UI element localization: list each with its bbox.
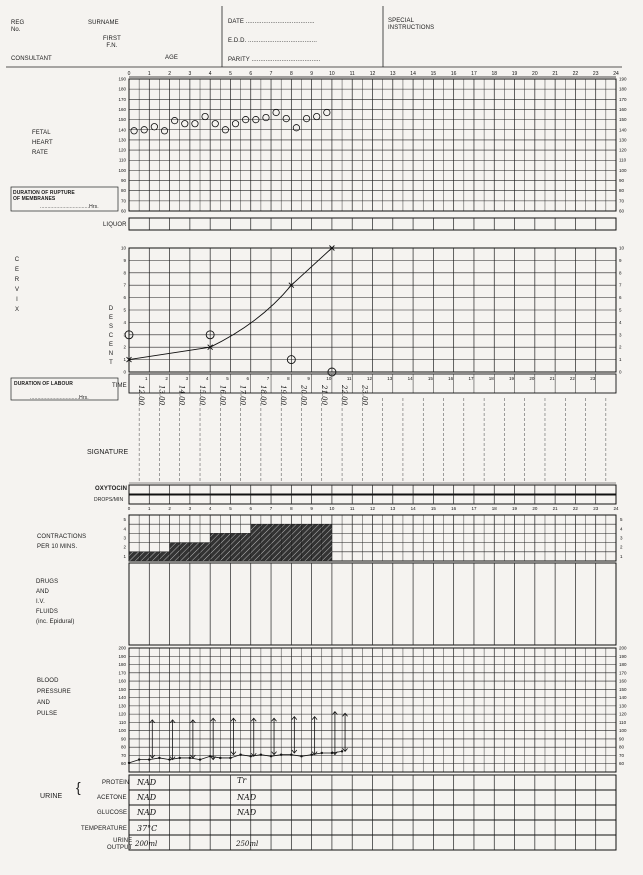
time-entry: 15.00: [198, 385, 207, 406]
contraction-bar: [200, 543, 210, 561]
bp-tick-right: 70: [619, 752, 625, 758]
cervix-tick-left: 1: [123, 357, 126, 363]
fhr-tick-right: 80: [619, 188, 625, 194]
contraction-tick-right: 1: [620, 553, 623, 559]
cervix-tick-right: 9: [619, 257, 622, 263]
contraction-bar: [159, 552, 169, 561]
hour-tick-label: 12: [369, 71, 376, 77]
time-hour-label: 10: [326, 376, 332, 381]
cervix-tick-right: 7: [619, 282, 622, 288]
contraction-tick-left: 5: [123, 517, 126, 523]
pulse-point: [250, 755, 252, 757]
fhr-tick-left: 70: [120, 198, 126, 204]
surname-label: SURNAME: [88, 20, 119, 26]
hour-axis-2: 19: [512, 506, 518, 511]
bp-tick-left: 190: [118, 653, 126, 659]
pulse-point: [260, 753, 262, 755]
time-entry: 20.00: [299, 385, 308, 406]
time-hour-label: 1: [145, 376, 148, 381]
fhr-tick-right: 190: [619, 76, 627, 82]
contraction-bar: [271, 524, 281, 561]
hour-axis-2: 17: [471, 506, 477, 511]
pulse-point: [341, 750, 343, 752]
contraction-tick-right: 2: [620, 544, 623, 550]
labour-duration-label: DURATION OF LABOUR: [14, 381, 73, 387]
bp-tick-left: 110: [118, 719, 126, 725]
fhr-tick-right: 110: [619, 157, 627, 163]
hour-tick-label: 19: [511, 71, 518, 77]
contraction-bar: [230, 533, 240, 561]
fhr-tick-right: 170: [619, 96, 627, 102]
hour-axis-2: 22: [572, 506, 578, 511]
labour-box: [11, 378, 118, 400]
first-name-label: FIRST F.N.: [103, 36, 121, 49]
hour-axis-2: 12: [369, 506, 376, 511]
contraction-tick-left: 3: [123, 535, 126, 541]
hour-tick-label: 11: [349, 71, 355, 77]
fhr-point: [131, 128, 137, 134]
drugs-grid: [129, 563, 616, 645]
bp-tick-right: 60: [619, 761, 625, 767]
fhr-tick-left: 170: [118, 96, 126, 102]
time-hour-label: 13: [387, 376, 393, 381]
fhr-tick-right: 70: [619, 198, 625, 204]
time-hour-label: 14: [407, 376, 413, 381]
pulse-point: [290, 753, 292, 755]
pulse-point: [270, 755, 272, 757]
fhr-point: [324, 109, 330, 115]
hour-axis-2: 1: [148, 506, 151, 511]
labour-hrs: .................................Hrs.: [30, 395, 89, 401]
urine-brace: {: [76, 779, 81, 795]
time-hour-label: 20: [529, 376, 535, 381]
acetone-value-1: NAD: [237, 793, 257, 802]
drops-row: [129, 495, 616, 504]
contraction-bar: [301, 524, 311, 561]
bp-tick-right: 130: [619, 703, 627, 709]
contraction-bar: [139, 552, 149, 561]
time-hour-label: 6: [246, 376, 250, 381]
hour-tick-label: 7: [269, 71, 273, 77]
hour-tick-label: 17: [471, 71, 477, 77]
pulse-line: [129, 751, 342, 763]
hour-axis-2: 8: [290, 506, 293, 511]
fhr-tick-right: 90: [619, 178, 625, 184]
fhr-tick-left: 180: [118, 86, 126, 92]
hour-axis-2: 23: [593, 506, 599, 511]
fhr-point: [202, 113, 208, 119]
cervix-grid: [129, 248, 616, 372]
date-label: DATE .......................................: [228, 19, 315, 25]
hour-axis-2: 10: [329, 506, 335, 511]
pulse-point: [128, 762, 130, 764]
fhr-tick-right: 60: [619, 208, 625, 214]
rupture-box: [11, 187, 118, 211]
bp-tick-right: 110: [619, 719, 627, 725]
time-hour-label: 15: [427, 376, 433, 381]
cervix-tick-right: 10: [619, 245, 625, 251]
cervix-tick-left: 5: [123, 307, 126, 313]
contraction-bar: [312, 524, 322, 561]
hour-tick-label: 16: [450, 71, 457, 77]
cervix-tick-left: 10: [120, 245, 126, 251]
fhr-tick-left: 150: [118, 117, 126, 123]
pulse-point: [310, 753, 312, 755]
cervix-tick-right: 2: [619, 344, 622, 350]
contractions-label: CONTRACTIONS PER 10 MINS.: [37, 534, 87, 550]
pulse-point: [280, 753, 282, 755]
pulse-point: [331, 752, 333, 754]
bp-tick-right: 160: [619, 678, 627, 684]
contraction-bar: [170, 543, 180, 561]
fhr-tick-left: 160: [118, 106, 126, 112]
parity-label: PARITY .......................................: [228, 57, 321, 63]
rupture-duration-label: DURATION OF RUPTURE OF MEMBRANES: [13, 190, 75, 202]
cervix-tick-right: 1: [619, 357, 622, 363]
contraction-tick-left: 1: [123, 553, 126, 559]
time-entry: 22.00: [340, 385, 349, 406]
fhr-tick-left: 60: [120, 208, 126, 214]
fhr-point: [182, 120, 188, 126]
time-hour-label: 16: [448, 376, 454, 381]
fhr-tick-left: 120: [118, 147, 126, 153]
time-hour-label: 17: [468, 376, 474, 381]
bp-tick-left: 170: [118, 670, 126, 676]
edd-label: E.D.D. .......................................: [228, 38, 317, 44]
time-entry: 16.00: [218, 385, 227, 406]
temperature-value: 37°C: [137, 824, 158, 833]
bp-tick-left: 70: [120, 752, 126, 758]
bp-tick-right: 90: [619, 736, 625, 742]
hour-axis-2: 24: [613, 506, 619, 511]
hour-tick-label: 1: [147, 71, 151, 77]
bp-tick-right: 100: [619, 728, 627, 734]
cervix-tick-left: 2: [123, 344, 126, 350]
blood-pressure-grid: [129, 648, 616, 772]
pulse-point: [179, 757, 181, 759]
contraction-tick-right: 3: [620, 535, 623, 541]
bp-tick-right: 190: [619, 653, 627, 659]
oxytocin-label: OXYTOCIN: [95, 486, 128, 492]
cervix-tick-right: 0: [619, 369, 622, 375]
hour-tick-label: 4: [208, 71, 212, 77]
bp-tick-left: 140: [118, 695, 126, 701]
hour-axis-2: 20: [532, 506, 538, 511]
time-label: TIME: [112, 383, 127, 389]
drops-label: DROPS/MIN: [94, 497, 124, 503]
consultant-label: CONSULTANT: [11, 56, 52, 62]
hour-axis-2: 2: [168, 506, 171, 511]
glucose-value-0: NAD: [137, 808, 157, 817]
contraction-tick-left: 4: [123, 526, 126, 532]
time-entry: 23.00: [360, 385, 369, 406]
time-hour-label: 18: [488, 376, 494, 381]
hour-axis-2: 7: [269, 506, 273, 511]
time-entry: 19.00: [279, 385, 288, 406]
contraction-bar: [129, 552, 139, 561]
pulse-point: [321, 752, 323, 754]
fhr-tick-left: 110: [118, 157, 126, 163]
time-hour-label: 23: [590, 376, 596, 381]
fhr-point: [171, 117, 177, 123]
hour-tick-label: 10: [329, 71, 335, 77]
hour-tick-label: 13: [390, 71, 396, 77]
rupture-hrs: .................................Hrs.: [40, 204, 99, 210]
hour-tick-label: 3: [188, 71, 192, 77]
hour-tick-label: 18: [491, 71, 498, 77]
bp-tick-right: 80: [619, 744, 625, 750]
reg-no-label: REG No.: [11, 20, 25, 33]
urine-row: [129, 820, 616, 835]
bp-tick-right: 150: [619, 686, 627, 692]
liquor-row: [129, 218, 616, 230]
descent-label: D E S C E N T: [108, 306, 114, 366]
hour-tick-label: 20: [532, 71, 538, 77]
pulse-point: [158, 757, 160, 759]
fhr-tick-right: 130: [619, 137, 627, 143]
contraction-bar: [210, 533, 220, 561]
time-hour-label: 5: [226, 376, 229, 381]
bp-tick-left: 90: [120, 736, 126, 742]
hour-axis-2: 9: [310, 506, 313, 511]
fhr-tick-right: 120: [619, 147, 627, 153]
contraction-bar: [149, 552, 159, 561]
hour-axis-2: 15: [430, 506, 436, 511]
oxytocin-row: [129, 485, 616, 494]
contraction-bar: [220, 533, 230, 561]
protein-value-0: NAD: [137, 778, 157, 787]
bp-tick-left: 120: [118, 711, 126, 717]
hour-tick-label: 21: [552, 71, 558, 77]
time-hour-label: 8: [287, 376, 290, 381]
time-entry: 17.00: [238, 385, 247, 406]
hour-axis-2: 21: [552, 506, 558, 511]
urine-row: [129, 790, 616, 805]
cervix-tick-right: 3: [619, 332, 622, 338]
hour-axis-2: 4: [208, 506, 212, 511]
bp-tick-right: 180: [619, 662, 627, 668]
fhr-tick-left: 100: [118, 167, 126, 173]
signature-label: SIGNATURE: [87, 449, 129, 456]
pulse-point: [138, 758, 140, 760]
fhr-tick-right: 160: [619, 106, 627, 112]
cervix-tick-left: 8: [123, 270, 126, 276]
fhr-tick-left: 140: [118, 127, 126, 133]
cervix-tick-left: 3: [123, 332, 126, 338]
contraction-tick-right: 4: [620, 526, 623, 532]
cervix-tick-left: 6: [123, 295, 126, 301]
hour-axis-2: 6: [249, 506, 253, 511]
fhr-point: [283, 115, 289, 121]
urine-output-value-0: 200ml: [135, 840, 158, 848]
pulse-point: [239, 753, 241, 755]
cervix-tick-right: 8: [619, 270, 622, 276]
bp-tick-left: 100: [118, 728, 126, 734]
glucose-label: GLUCOSE: [97, 810, 128, 816]
contraction-bar: [251, 524, 261, 561]
fhr-tick-left: 80: [120, 188, 126, 194]
hour-axis-2: 3: [188, 506, 192, 511]
contraction-bar: [180, 543, 190, 561]
hour-tick-label: 22: [572, 71, 579, 77]
fhr-tick-right: 180: [619, 86, 627, 92]
fhr-tick-right: 100: [619, 167, 627, 173]
time-hour-label: 11: [346, 376, 352, 381]
bp-tick-left: 80: [120, 744, 126, 750]
fhr-point: [161, 128, 167, 134]
cervix-tick-left: 4: [123, 319, 126, 325]
cervix-tick-left: 0: [123, 369, 126, 375]
hour-axis-2: 14: [410, 506, 416, 511]
urine-row: [129, 775, 616, 790]
time-hour-label: 22: [569, 376, 575, 381]
fhr-point: [232, 120, 238, 126]
bp-tick-right: 170: [619, 670, 627, 676]
hour-axis-2: 5: [229, 506, 232, 511]
contraction-bar: [281, 524, 291, 561]
cervix-tick-left: 9: [123, 257, 126, 263]
contraction-bar: [241, 533, 251, 561]
drugs-label: DRUGS AND I.V. FLUIDS (inc. Epidural): [36, 579, 75, 625]
pulse-point: [148, 758, 150, 760]
time-hour-label: 4: [205, 376, 209, 381]
cervix-tick-right: 4: [619, 319, 622, 325]
time-entry: 18.00: [258, 385, 267, 406]
hour-axis-2: 11: [349, 506, 355, 511]
time-entry: 14.00: [177, 385, 186, 406]
fhr-tick-right: 140: [619, 127, 627, 133]
contraction-bar: [322, 524, 332, 561]
fhr-point: [303, 115, 309, 121]
pulse-point: [209, 755, 211, 757]
protein-label: PROTEIN: [102, 780, 130, 786]
pulse-point: [219, 757, 221, 759]
cervix-label: C E R V I X: [14, 257, 20, 313]
fhr-point: [273, 109, 279, 115]
fhr-tick-left: 90: [120, 178, 126, 184]
contraction-bar: [261, 524, 271, 561]
fetal-heart-rate-grid: [129, 79, 616, 211]
hour-tick-label: 8: [289, 71, 293, 77]
urine-label: URINE: [40, 793, 63, 800]
time-hour-label: 7: [266, 376, 270, 381]
fhr-point: [151, 124, 157, 130]
pulse-point: [199, 758, 201, 760]
temperature-label: TEMPERATURE: [81, 826, 127, 832]
hour-tick-label: 9: [310, 71, 314, 77]
time-hour-label: 21: [549, 376, 555, 381]
time-hour-label: 2: [165, 376, 168, 381]
fhr-point: [212, 120, 218, 126]
hour-tick-label: 0: [127, 71, 131, 77]
fhr-point: [192, 120, 198, 126]
urine-row: [129, 805, 616, 820]
hour-axis-2: 18: [491, 506, 497, 511]
time-hour-label: 3: [185, 376, 189, 381]
fhr-point: [313, 113, 319, 119]
pulse-point: [229, 757, 231, 759]
acetone-label: ACETONE: [97, 795, 127, 801]
glucose-value-1: NAD: [237, 808, 257, 817]
hour-tick-label: 23: [592, 71, 599, 77]
age-label: AGE: [165, 55, 178, 61]
time-hour-label: 19: [509, 376, 515, 381]
cervix-tick-right: 5: [619, 307, 622, 313]
bp-tick-right: 120: [619, 711, 627, 717]
protein-value-1: Tr: [237, 776, 247, 785]
cervix-tick-right: 6: [619, 295, 622, 301]
hour-axis-2: 16: [451, 506, 457, 511]
bp-tick-right: 200: [619, 645, 627, 651]
urine-output-value-1: 250ml: [236, 840, 259, 848]
hour-tick-label: 24: [613, 71, 619, 77]
hour-tick-label: 15: [430, 71, 437, 77]
bp-tick-left: 150: [118, 686, 126, 692]
pulse-point: [300, 755, 302, 757]
fhr-tick-left: 190: [118, 76, 126, 82]
liquor-label: LIQUOR: [103, 222, 127, 228]
contraction-tick-right: 5: [620, 517, 623, 523]
hour-tick-label: 6: [249, 71, 253, 77]
time-hour-label: 12: [366, 376, 373, 381]
bp-tick-right: 140: [619, 695, 627, 701]
contraction-bar: [190, 543, 200, 561]
hour-axis-2: 0: [127, 506, 131, 511]
cervix-tick-left: 7: [123, 282, 126, 288]
hour-tick-label: 14: [410, 71, 416, 77]
fhr-tick-right: 150: [619, 117, 627, 123]
urine-output-label: URINE OUTPUT: [107, 838, 133, 851]
bp-tick-left: 180: [118, 662, 126, 668]
bp-tick-left: 200: [118, 645, 126, 651]
bp-tick-left: 130: [118, 703, 126, 709]
pulse-point: [168, 758, 170, 760]
pulse-point: [189, 757, 191, 759]
blood-pressure-label: BLOOD PRESSURE AND PULSE: [37, 678, 71, 717]
bp-tick-left: 60: [120, 761, 126, 767]
contraction-bar: [291, 524, 301, 561]
acetone-value-0: NAD: [137, 793, 157, 802]
contraction-tick-left: 2: [123, 544, 126, 550]
time-entry: 21.00: [319, 385, 328, 406]
time-entry: 13.00: [157, 385, 166, 406]
time-hour-label: 9: [307, 376, 310, 381]
hour-tick-label: 5: [229, 71, 232, 77]
urine-row: [129, 835, 616, 850]
bp-tick-left: 160: [118, 678, 126, 684]
hour-tick-label: 2: [168, 71, 171, 77]
special-instructions-label: SPECIAL INSTRUCTIONS: [388, 18, 435, 31]
hour-axis-2: 13: [390, 506, 396, 511]
time-entry: 12.00: [137, 385, 146, 406]
fhr-tick-left: 130: [118, 137, 126, 143]
fetal-heart-rate-label: FETAL HEART RATE: [32, 130, 53, 156]
